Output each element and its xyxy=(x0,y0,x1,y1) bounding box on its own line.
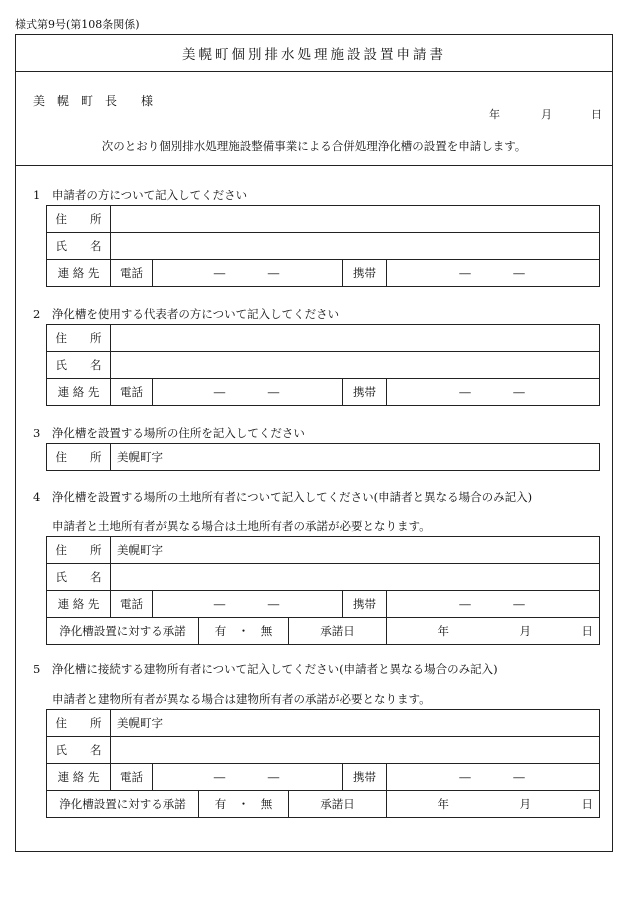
name-label: 氏 名 xyxy=(47,233,111,260)
address-label: 住 所 xyxy=(47,206,111,233)
mobile-field[interactable]: ― ― xyxy=(387,764,600,791)
phone-field[interactable]: ― ― xyxy=(153,260,343,287)
intro-text: 次のとおり個別排水処理施設整備事業による合併処理浄化槽の設置を申請します。 xyxy=(101,139,527,153)
approval-label: 浄化槽設置に対する承諾 xyxy=(47,618,199,645)
phone-field[interactable]: ― ― xyxy=(153,764,343,791)
mobile-label: 携帯 xyxy=(343,379,387,406)
contact-label: 連 絡 先 xyxy=(47,260,111,287)
date-month-label: 月 xyxy=(541,108,552,121)
mobile-field[interactable]: ― ― xyxy=(387,260,600,287)
mobile-field[interactable]: ― ― xyxy=(387,591,600,618)
land-owner-address-field[interactable]: 美幌町字 xyxy=(111,537,600,564)
address-field[interactable] xyxy=(111,206,600,233)
addressee: 美 幌 町 長 様 xyxy=(33,94,154,108)
approval-date-label: 承諾日 xyxy=(289,618,387,645)
phone-label: 電話 xyxy=(111,591,153,618)
name-field[interactable] xyxy=(111,233,600,260)
divider xyxy=(15,165,613,166)
day-label: 日 xyxy=(581,624,594,638)
year-label: 年 xyxy=(437,797,450,811)
contact-label: 連 絡 先 xyxy=(47,764,111,791)
day-label: 日 xyxy=(581,797,594,811)
year-label: 年 xyxy=(437,624,450,638)
address-label: 住 所 xyxy=(47,710,111,737)
section-4-note: 申請者と土地所有者が異なる場合は土地所有者の承諾が必要となります。 xyxy=(52,519,431,533)
month-label: 月 xyxy=(519,624,532,638)
date-day-label: 日 xyxy=(591,108,602,121)
phone-field[interactable]: ― ― xyxy=(153,379,343,406)
address-label: 住 所 xyxy=(47,325,111,352)
section-2-heading: 2 浄化槽を使用する代表者の方について記入してください xyxy=(33,307,340,321)
section-5-note: 申請者と建物所有者が異なる場合は建物所有者の承諾が必要となります。 xyxy=(52,692,431,706)
approval-date-label: 承諾日 xyxy=(289,791,387,818)
section-1-heading: 1 申請者の方について記入してください xyxy=(33,188,248,202)
name-field[interactable] xyxy=(111,352,600,379)
land-owner-table xyxy=(46,536,600,645)
name-field[interactable] xyxy=(111,737,600,764)
form-title: 美幌町個別排水処理施設設置申請書 xyxy=(15,34,613,72)
building-owner-table xyxy=(46,709,600,818)
contact-label: 連 絡 先 xyxy=(47,591,111,618)
approval-label: 浄化槽設置に対する承諾 xyxy=(47,791,199,818)
address-label: 住 所 xyxy=(47,444,111,471)
applicant-table xyxy=(46,205,600,287)
site-address-field[interactable]: 美幌町字 xyxy=(111,444,600,471)
form-number: 様式第9号(第108条関係) xyxy=(15,18,140,31)
representative-table xyxy=(46,324,600,406)
name-label: 氏 名 xyxy=(47,564,111,591)
month-label: 月 xyxy=(519,797,532,811)
address-label: 住 所 xyxy=(47,537,111,564)
mobile-label: 携帯 xyxy=(343,260,387,287)
mobile-field[interactable]: ― ― xyxy=(387,379,600,406)
phone-label: 電話 xyxy=(111,379,153,406)
phone-field[interactable]: ― ― xyxy=(153,591,343,618)
date-year-label: 年 xyxy=(489,108,500,121)
name-label: 氏 名 xyxy=(47,737,111,764)
phone-label: 電話 xyxy=(111,764,153,791)
approval-yes-no[interactable]: 有 ・ 無 xyxy=(199,791,289,818)
name-field[interactable] xyxy=(111,564,600,591)
section-4-heading: 4 浄化槽を設置する場所の土地所有者について記入してください(申請者と異なる場合のみ記入) xyxy=(33,490,533,504)
approval-date-field[interactable] xyxy=(387,618,600,645)
name-label: 氏 名 xyxy=(47,352,111,379)
contact-label: 連 絡 先 xyxy=(47,379,111,406)
mobile-label: 携帯 xyxy=(343,764,387,791)
site-address-table xyxy=(46,443,600,471)
phone-label: 電話 xyxy=(111,260,153,287)
approval-date-field[interactable] xyxy=(387,791,600,818)
building-owner-address-field[interactable]: 美幌町字 xyxy=(111,710,600,737)
approval-yes-no[interactable]: 有 ・ 無 xyxy=(199,618,289,645)
address-field[interactable] xyxy=(111,325,600,352)
mobile-label: 携帯 xyxy=(343,591,387,618)
section-3-heading: 3 浄化槽を設置する場所の住所を記入してください xyxy=(33,426,305,440)
section-5-heading: 5 浄化槽に接続する建物所有者について記入してください(申請者と異なる場合のみ記入) xyxy=(33,662,498,676)
